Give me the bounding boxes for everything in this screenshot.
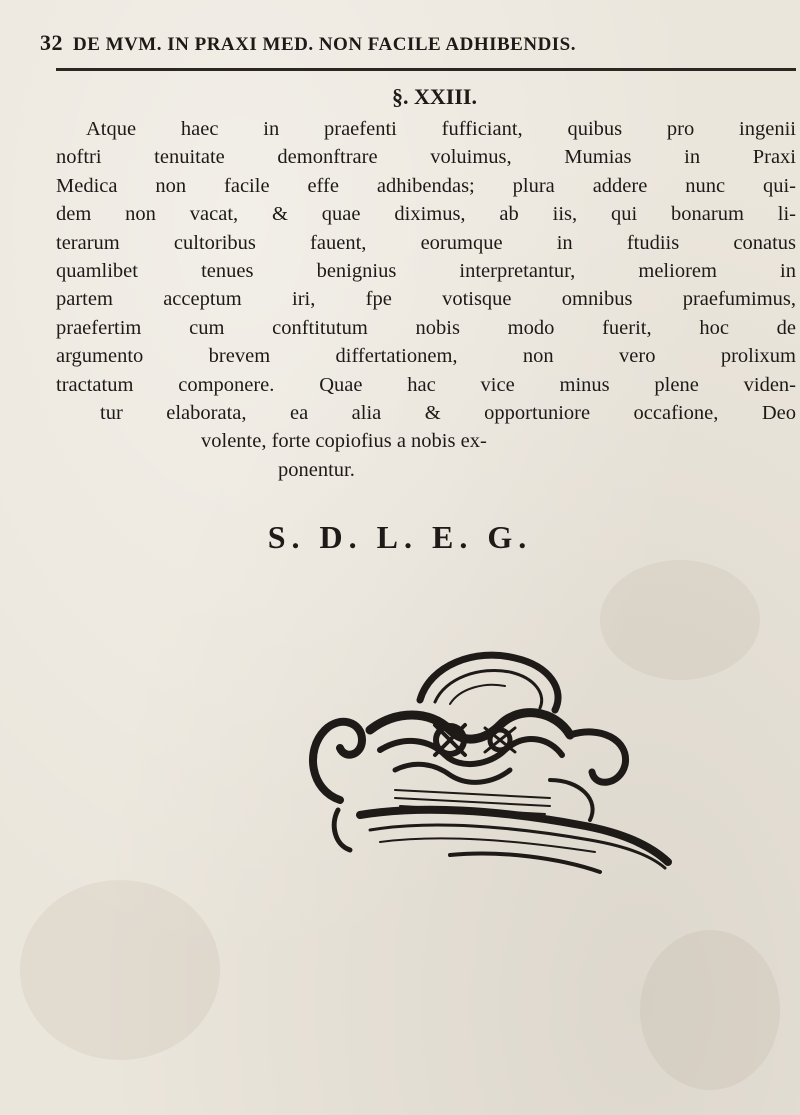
closing-formula: S. D. L. E. G. — [267, 519, 533, 555]
running-title: DE MVM. IN PRAXI MED. NON FACILE ADHIBENDIS. — [73, 34, 577, 55]
text-line: partem acceptum iri, fpe votisque omnibus praefumimus, — [56, 288, 796, 311]
text-line: quamlibet tenues benignius interpretantur, meliorem in — [56, 260, 796, 283]
page-number: 32 — [40, 30, 63, 55]
text-line: argumento brevem differtationem, non vero prolixum — [56, 345, 796, 368]
text-line: tractatum componere. Quae hac vice minus plene viden- — [56, 373, 796, 396]
body-paragraph — [56, 115, 796, 484]
header-rule — [56, 68, 796, 71]
text-line: praefertim cum conftitutum nobis modo fuerit, hoc de — [56, 316, 796, 339]
text-line: terarum cultoribus fauent, eorumque in ftudiis conatus — [56, 231, 796, 254]
section-heading: §. XXIII. — [392, 84, 477, 109]
tailpiece-ornament — [300, 640, 680, 890]
text-line: Atque haec in praefenti fufficiant, quibus pro ingenii — [86, 118, 796, 140]
paper-stain — [20, 880, 220, 1060]
running-head — [40, 30, 790, 56]
text-line: Medica non facile effe adhibendas; plura addere nunc qui- — [56, 174, 796, 197]
text-line: dem non vacat, & quae diximus, ab iis, qui bonarum li- — [56, 203, 796, 226]
text-line: noftri tenuitate demonftrare voluimus, Mumias in Praxi — [56, 146, 796, 169]
text-line: ponentur. — [278, 458, 355, 481]
paper-stain — [640, 930, 780, 1090]
text-line: volente, forte copiofius a nobis ex- — [201, 430, 487, 453]
text-line: tur elaborata, ea alia & opportuniore occafione, Deo — [100, 402, 796, 425]
